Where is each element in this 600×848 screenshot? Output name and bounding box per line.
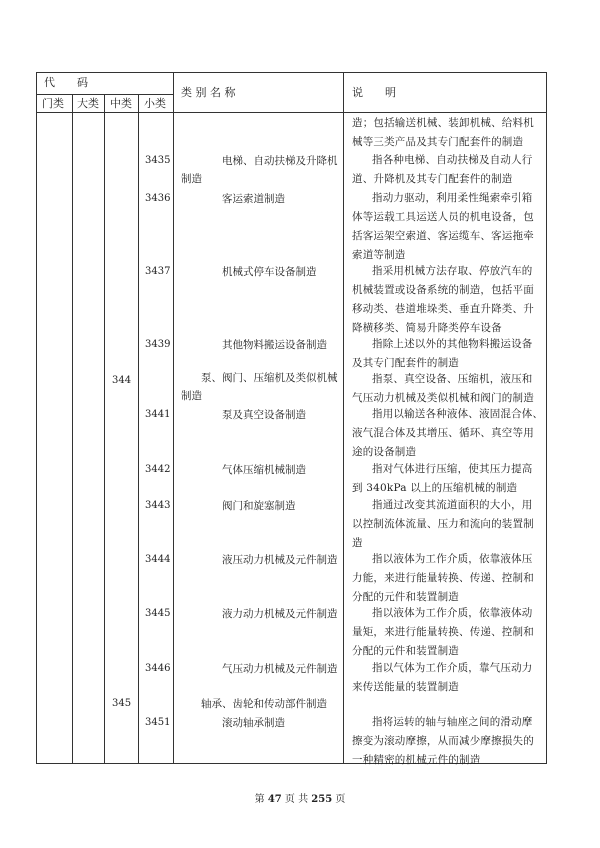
category-name: 客运索道制造 (222, 193, 285, 205)
col-line-3 (138, 94, 139, 764)
col-line-5 (343, 72, 344, 764)
col-line-2 (104, 94, 105, 764)
row-desc: 指将运转的轴与轴座之间的滑动摩 擦变为滚动摩擦，从而减少摩擦损失的 一种精密的机械元件的制造 (352, 716, 534, 766)
row-desc: 指对气体进行压缩，使其压力提高 到 340kPa 以上的压缩机械的制造 (352, 463, 533, 494)
code-xiao: 3443 (145, 500, 171, 511)
code-xiao: 3444 (145, 554, 171, 565)
category-name: 泵、阀门、压缩机及类似机械 (201, 372, 338, 384)
category-name: 气体压缩机械制造 (222, 464, 306, 476)
row-desc: 造；包括输送机械、装卸机械、给料机 械等三类产品及其专门配套件的制造 (352, 117, 534, 148)
row-desc: 指泵、真空设备、压缩机，液压和 气压动力机械及类似机械和阀门的制造 (352, 373, 534, 404)
code-xiao: 3435 (145, 155, 171, 166)
row-desc: 指以液体为工作介质，依靠液体压 力能，来进行能量转换、传递、控制和 分配的元件和装置制造 (352, 553, 534, 603)
code-xiao: 3442 (145, 464, 171, 475)
row-desc: 指通过改变其流道面积的大小，用 以控制流体流量、压力和流向的装置制 造 (352, 499, 534, 549)
header-da: 大类 (77, 97, 99, 110)
category-name: 液力动力机械及元件制造 (222, 608, 338, 620)
header-zhong: 中类 (110, 97, 132, 110)
row-desc: 指除上述以外的其他物料搬运设备 及其专门配套件的制造 (352, 338, 533, 369)
code-xiao: 3451 (145, 717, 171, 728)
total-pages: 255 (311, 794, 333, 805)
header-name: 类 别 名 称 (181, 86, 236, 99)
category-name: 泵及真空设备制造 (222, 409, 306, 421)
category-name: 机械式停车设备制造 (222, 266, 317, 278)
row-desc: 指采用机械方法存取、停放汽车的 机械装置或设备系统的制造，包括平面 移动类、巷道堆垛类、垂直升降类、升 降横移类、简易升降类停车设备 (352, 265, 534, 334)
header-xiao: 小类 (144, 97, 166, 110)
row-desc: 指动力驱动，利用柔性绳索牵引箱 体等运载工具运送人员的机电设备，包 括客运架空索道、客运缆车、客运拖牵 索道等制造 (352, 192, 534, 261)
code-xiao: 3439 (145, 339, 171, 350)
category-name: 其他物料搬运设备制造 (222, 339, 327, 351)
code-zhong: 344 (112, 375, 132, 386)
col-line-4 (173, 72, 174, 764)
row-desc: 指各种电梯、自动扶梯及自动人行 道、升降机及其专门配套件的制造 (352, 154, 533, 185)
category-name: 轴承、齿轮和传动部件制造 (201, 698, 327, 710)
row-desc: 指以液体为工作介质，依靠液体动 量矩，来进行能量转换、传递、控制和 分配的元件和装置制造 (352, 607, 534, 657)
category-name: 气压动力机械及元件制造 (222, 663, 338, 675)
header-men: 门类 (42, 97, 64, 110)
page-footer: 第 47 页 共 255 页 (254, 794, 346, 805)
header-desc: 说 明 (352, 86, 396, 99)
category-name: 电梯、自动扶梯及升降机 (222, 155, 338, 167)
category-name-cont: 制造 (181, 173, 202, 185)
code-xiao: 3441 (145, 409, 171, 420)
row-desc: 指以气体为工作介质，靠气压动力 来传送能量的装置制造 (352, 662, 533, 693)
code-xiao: 3445 (145, 608, 171, 619)
category-name: 阀门和旋塞制造 (222, 500, 296, 512)
category-name: 液压动力机械及元件制造 (222, 554, 338, 566)
code-xiao: 3437 (145, 266, 171, 277)
col-line-1 (72, 94, 73, 764)
category-name: 滚动轴承制造 (222, 717, 285, 729)
header-bottom-line (36, 112, 547, 113)
code-zhong: 345 (112, 698, 132, 709)
category-name-cont: 制造 (181, 390, 202, 402)
code-xiao: 3436 (145, 193, 171, 204)
code-xiao: 3446 (145, 663, 171, 674)
header-code: 代 码 (44, 76, 88, 89)
row-desc: 指用以输送各种液体、液固混合体、 液气混合体及其增压、循环、真空等用 途的设备制造 (352, 408, 544, 458)
page-number: 47 (267, 794, 282, 805)
